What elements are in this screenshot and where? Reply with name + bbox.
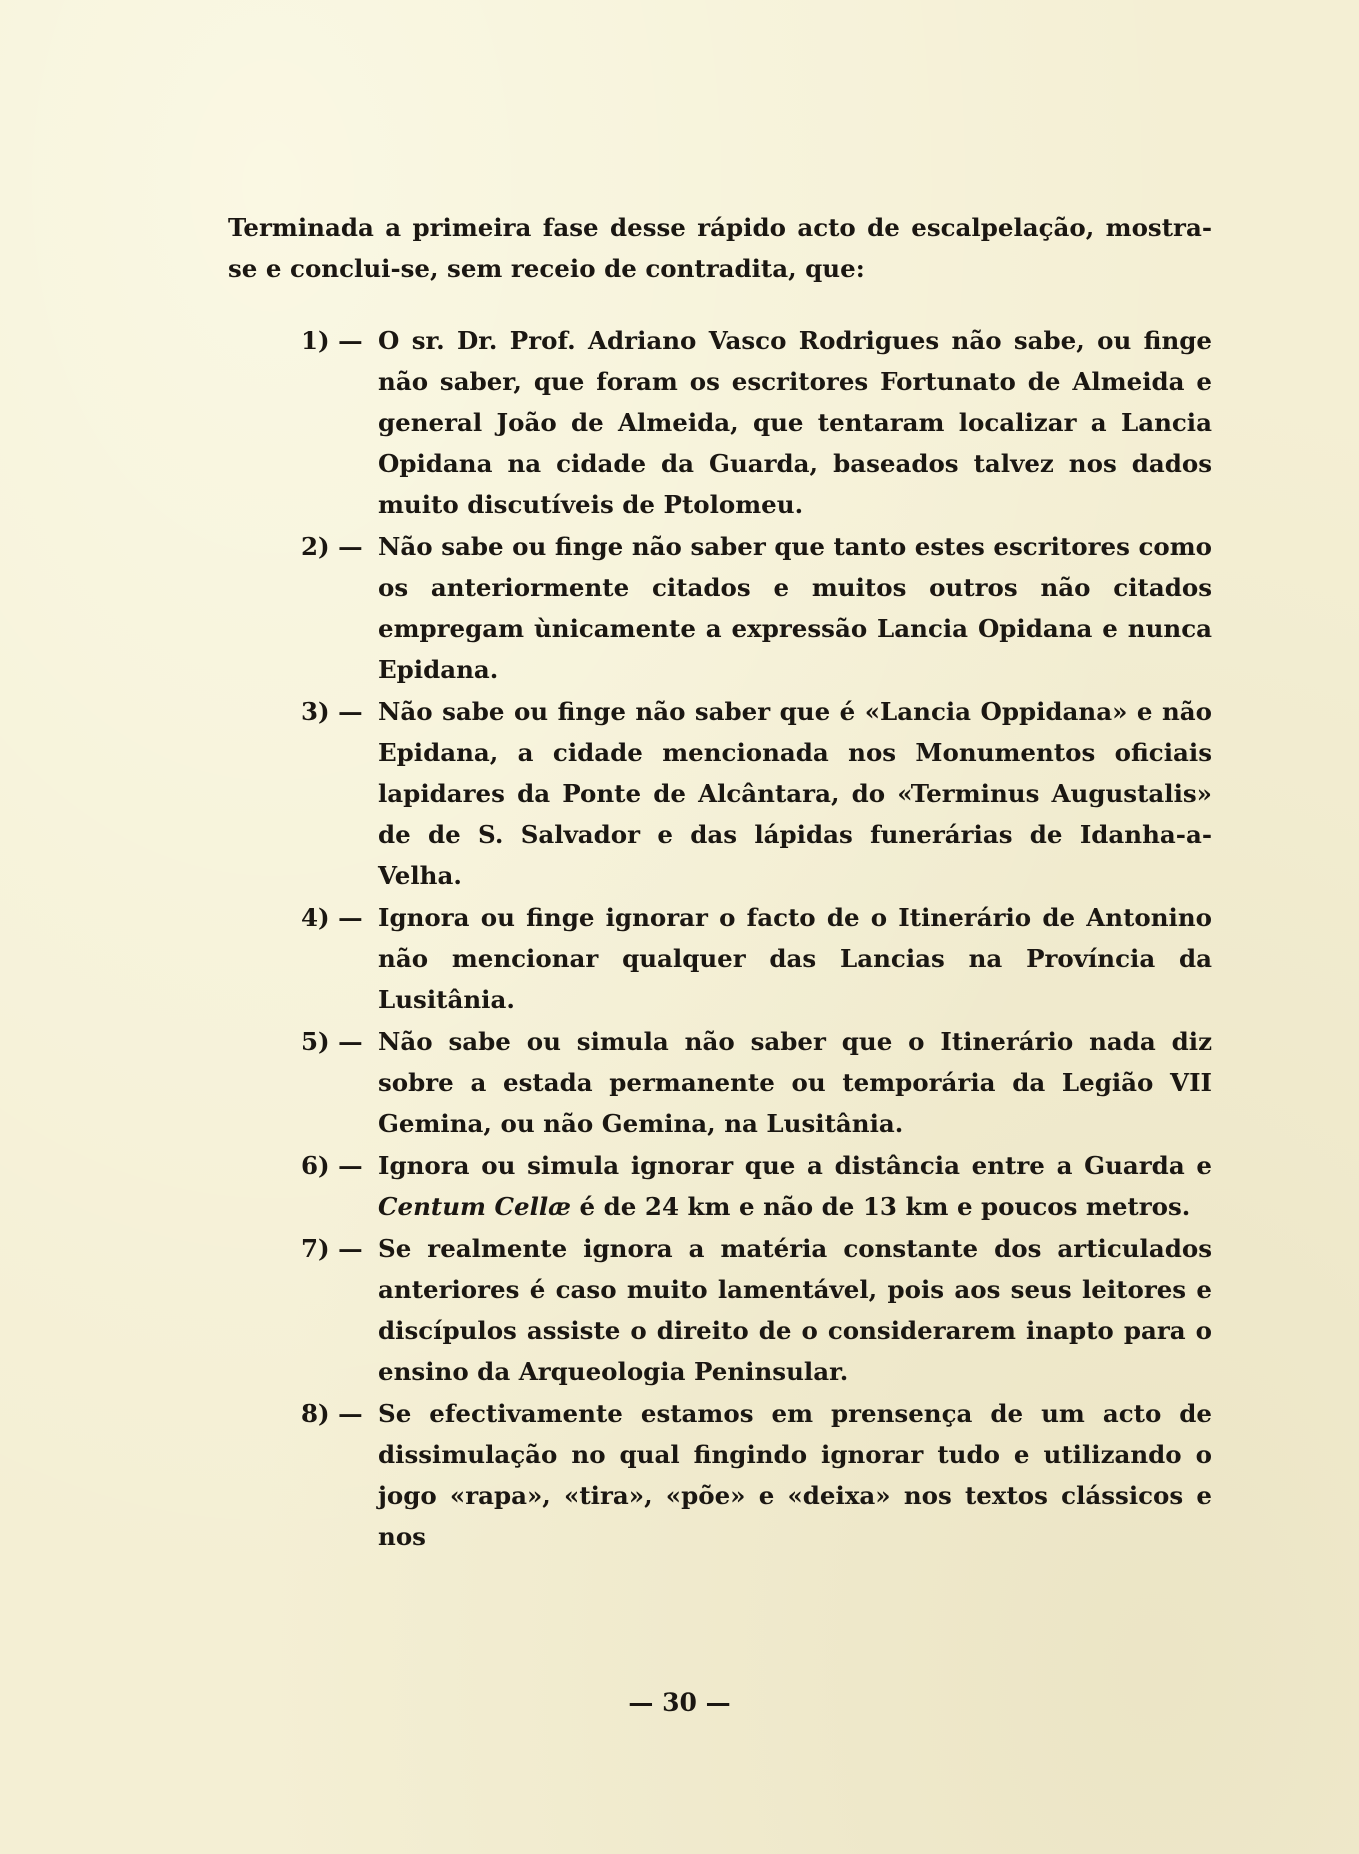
list-item [228, 1228, 1212, 1392]
item-text: Não sabe ou simula não saber que o Itinerário nada diz sobre a estada permanente ou temporária da Legião VII Gemina, ou não Gemina, na Lusitânia. [378, 1027, 1212, 1138]
item-text-italic: Centum Cellæ [378, 1192, 572, 1221]
body-text [228, 207, 1212, 1558]
item-number: 7) — [301, 1234, 363, 1263]
item-number: 6) — [301, 1151, 363, 1180]
item-text: Se efectivamente estamos em prensença de um acto de dissimulação no qual fingindo ignorar tudo e utilizando o jogo «rapa», «tira», «põe» e «deixa» nos textos clássicos e nos [378, 1399, 1212, 1551]
list-item [228, 320, 1212, 525]
item-number: 5) — [301, 1027, 363, 1056]
item-number: 3) — [301, 697, 363, 726]
list-item [228, 897, 1212, 1020]
list-item [228, 691, 1212, 896]
item-text: Se realmente ignora a matéria constante dos articulados anteriores é caso muito lamentável, pois aos seus leitores e discípulos assiste o direito de o considerarem inapto para o ensino da Arqueologia Peninsular. [378, 1234, 1212, 1386]
item-number: 8) — [301, 1399, 363, 1428]
item-text: Não sabe ou finge não saber que tanto estes escritores como os anteriormente citados e muitos outros não citados empregam ùnicamente a expressão Lancia Opidana e nunca Epidana. [378, 532, 1212, 684]
list-item [228, 1021, 1212, 1144]
item-text-part: é de 24 km e não de 13 km e poucos metros. [571, 1192, 1191, 1221]
list-item [228, 526, 1212, 690]
item-number: 2) — [301, 532, 363, 561]
intro-paragraph: Terminada a primeira fase desse rápido acto de escalpelação, mostra-se e conclui-se, sem receio de contradita, que: [228, 213, 1212, 283]
list-item [228, 1145, 1212, 1227]
item-text-part: Ignora ou simula ignorar que a distância entre a Guarda e [378, 1151, 1212, 1180]
item-text: Não sabe ou finge não saber que é «Lancia Oppidana» e não Epidana, a cidade mencionada nos Monumentos oficiais lapidares da Ponte de Alcântara, do «Terminus Augustalis» de de S. Salvador e das lápidas funerárias de Idanha-a-Velha. [378, 697, 1212, 890]
page-number: — 30 — [628, 1688, 731, 1717]
item-text: O sr. Dr. Prof. Adriano Vasco Rodrigues não sabe, ou finge não saber, que foram os escritores Fortunato de Almeida e general João de Almeida, que tentaram localizar a Lancia Opidana na cidade da Guarda, baseados talvez nos dados muito discutíveis de Ptolomeu. [378, 326, 1212, 519]
item-text: Ignora ou finge ignorar o facto de o Itinerário de Antonino não mencionar qualquer das Lancias na Província da Lusitânia. [378, 903, 1212, 1014]
item-number: 1) — [301, 326, 363, 355]
item-text [378, 1145, 1212, 1227]
item-number: 4) — [301, 903, 363, 932]
list-item [228, 1393, 1212, 1557]
